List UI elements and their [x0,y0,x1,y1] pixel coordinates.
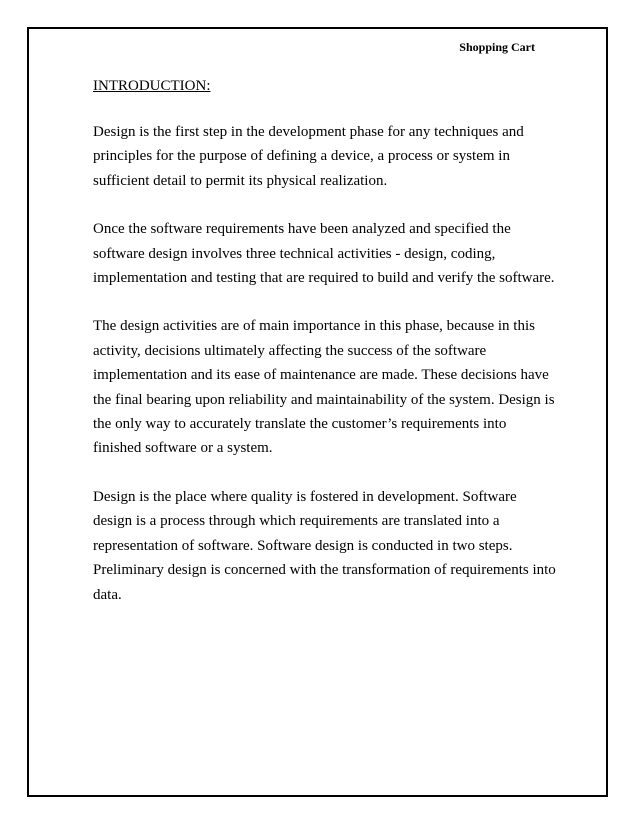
paragraph-line: Design is the place where quality is fostered in development. Software [93,488,517,505]
paragraph-3 [93,314,553,460]
paragraph-line: design is a process through which requirements are translated into a [93,513,500,530]
paragraph-line: sufficient detail to permit its physical realization. [93,172,388,189]
section-heading: INTRODUCTION: [93,78,211,94]
paragraph-line: implementation and testing that are required to build and verify the software. [93,270,555,287]
paragraph-line: principles for the purpose of defining a device, a process or system in [93,148,510,165]
paragraph-line: finished software or a system. [93,440,273,457]
paragraph-line: the only way to accurately translate the customer’s requirements into [93,416,507,433]
paragraph-2 [93,217,553,290]
paragraph-line: Design is the first step in the development phase for any techniques and [93,124,524,140]
paragraph-line: software design involves three technical activities - design, coding, [93,245,496,262]
paragraph-line: data. [93,586,122,603]
paragraph-line: the final bearing upon reliability and maintainability of the system. Design is [93,391,555,408]
paragraph-line: Preliminary design is concerned with the transformation of requirements into [93,562,556,579]
document-body [93,74,556,631]
paragraph-line: activity, decisions ultimately affecting the success of the software [93,342,487,359]
paragraph-line: implementation and its ease of maintenance are made. These decisions have [93,367,549,384]
paragraph-line: representation of software. Software design is conducted in two steps. [93,537,513,554]
running-header: Shopping Cart [459,40,535,54]
paragraph-line: Once the software requirements have been analyzed and specified the [93,221,511,238]
paragraph-1 [93,120,553,193]
paragraph-4 [93,485,556,607]
paragraph-line: The design activities are of main importance in this phase, because in this [93,318,535,335]
